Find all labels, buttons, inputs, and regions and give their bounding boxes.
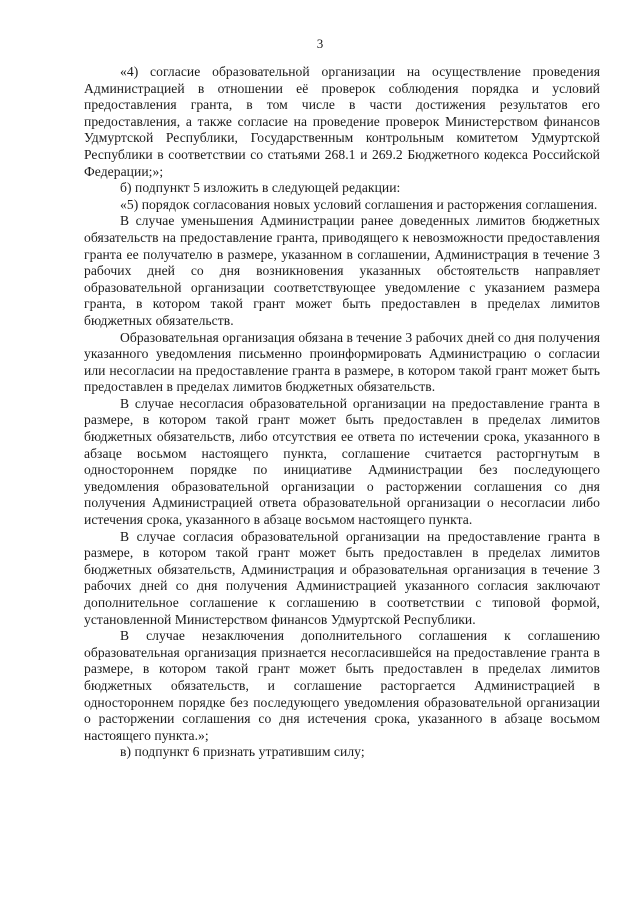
document-body [84, 64, 600, 761]
paragraph-clause-5-heading: «5) порядок согласования новых условий соглашения и расторжения соглашения. [120, 196, 598, 212]
paragraph-limit-reduction: В случае уменьшения Администрации ранее доведенных лимитов бюджетных обязательств на предоставление гранта, приводящего к невозможности предоставления гранта ее получателю в размере, указанном в соглашении, Администрация в течение 3 рабочих дней со дня возникновения указанных обстоятельств направляет образовательной организации соответствующее уведомление с указанием размера гранта, в котором такой грант может быть предоставлен в пределах лимитов бюджетных обязательств. [84, 213, 600, 328]
paragraph-consent-clause-4: «4) согласие образовательной организации на осуществление проведения Администрацией в отношении её проверок соблюдения порядка и условий предоставления гранта, в том числе в части достижения результатов его предоставления, а также согласие на проведение проверок Министерством финансов Удмуртской Республики, Государственным контрольным комитетом Удмуртской Республики в соответствии со статьями 268.1 и 269.2 Бюджетного кодекса Российской Федерации;»; [84, 64, 600, 179]
page-number: 3 [316, 36, 324, 51]
paragraph-agreement: В случае согласия образовательной организации на предоставление гранта в размере, в котором такой грант может быть предоставлен в пределах лимитов бюджетных обязательств, Администрация и образовательная организация в течение 3 рабочих дней со дня получения Администрацией указанного согласия заключают дополнительное соглашение к соглашению в соответствии с типовой формой, установленной Министерством финансов Удмуртской Республики. [84, 528, 600, 627]
paragraph-subitem-v: в) подпункт 6 признать утратившим силу; [120, 744, 365, 760]
paragraph-disagreement: В случае несогласия образовательной организации на предоставление гранта в размере, в котором такой грант может быть предоставлен в пределах лимитов бюджетных обязательств, либо отсутствия ее ответа по истечении срока, указанного в абзаце восьмом настоящего пункта, соглашение считается расторгнутым в одностороннем порядке по инициативе Администрации без последующего уведомления образовательной организации о расторжении соглашения со дня получения Администрацией ответа образовательной организации о несогласии либо истечения срока, указанного в абзаце восьмом настоящего пункта. [84, 395, 600, 528]
paragraph-non-conclusion: В случае незаключения дополнительного соглашения к соглашению образовательная организация признается несогласившейся на предоставление гранта в размере, в котором такой грант может быть предоставлен в пределах лимитов бюджетных обязательств, и соглашение расторгается Администрацией в одностороннем порядке без последующего уведомления образовательной организации о расторжении соглашения со дня истечения срока, указанного в абзаце восьмом настоящего пункта.»; [84, 628, 600, 743]
paragraph-organization-obligation: Образовательная организация обязана в течение 3 рабочих дней со дня получения указанного уведомления письменно проинформировать Администрацию о согласии или несогласии на предоставление гранта в размере, в котором такой грант может быть предоставлен в пределах лимитов бюджетных обязательств. [84, 329, 600, 395]
paragraph-subitem-b: б) подпункт 5 изложить в следующей редакции: [120, 180, 401, 196]
